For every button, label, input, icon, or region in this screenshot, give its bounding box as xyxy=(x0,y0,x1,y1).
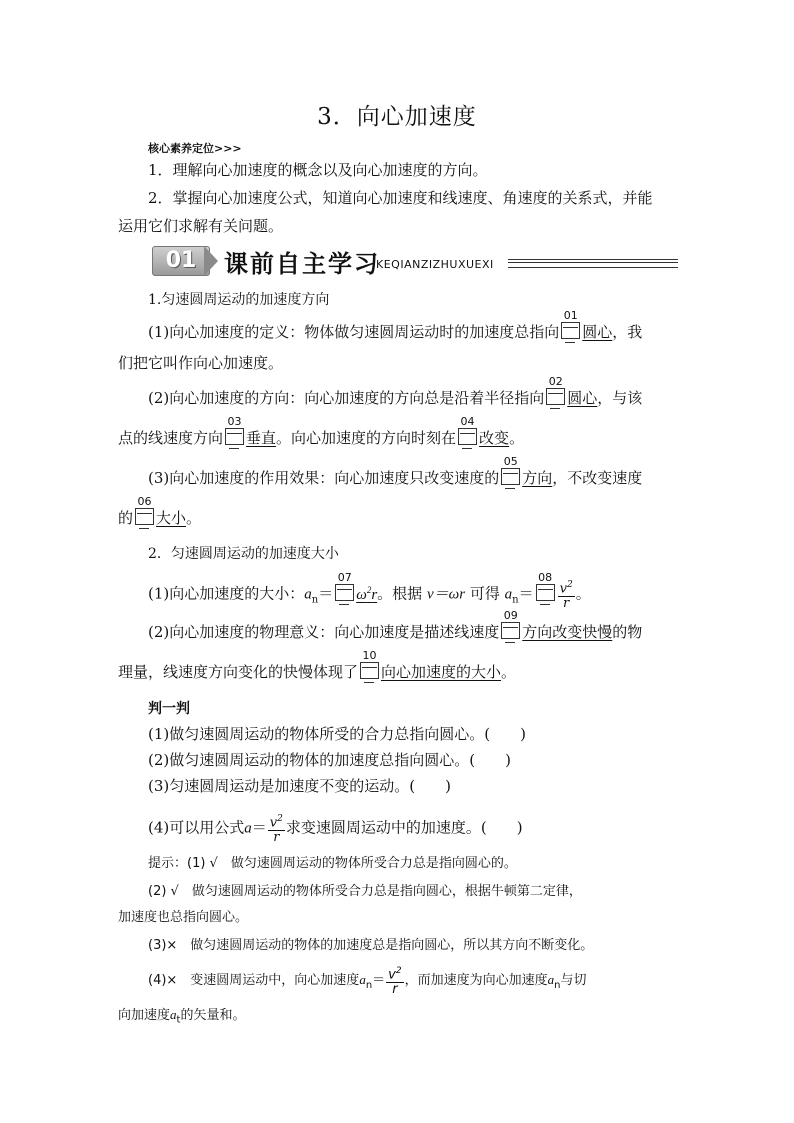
banner-arrow-icon xyxy=(204,246,218,276)
hint-1: 提示：(1) √ 做匀速圆周运动的物体所受合力总是指向圆心的。 xyxy=(148,856,517,871)
judge-item-1: (1)做匀速圆周运动的物体所受的合力总指向圆心。( ) xyxy=(148,725,526,743)
goal-1: 1．理解向心加速度的概念以及向心加速度的方向。 xyxy=(148,161,488,179)
hint-4-line1: (4)× 变速圆周运动中，向心加速度$a_n=$ $\frac{v^2}{r}$ ，而加速度为向心加速度$a_n$与切 xyxy=(148,966,587,998)
judge-item-3: (3)匀速圆周运动是加速度不变的运动。( ) xyxy=(148,777,451,795)
fraction-v2-r: $\frac{v^2}{r}$ xyxy=(559,580,573,612)
s1-p2-line2: 点的线速度方向 03 垂直。向心加速度的方向时刻在 04 改变。 xyxy=(118,415,525,447)
s2-p2-line1: (2)向心加速度的物理意义：向心加速度是描述线速度 09 方向改变快慢的物 xyxy=(148,609,643,641)
answer-marker: 05 xyxy=(501,468,520,485)
s2-p2-line2: 理量，线速度方向变化的快慢体现了 10 向心加速度的大小。 xyxy=(118,649,517,681)
judge-item-2: (2)做匀速圆周运动的物体的加速度总指向圆心。( ) xyxy=(148,751,511,769)
goal-2-cont: 运用它们求解有关问题。 xyxy=(118,217,284,235)
hint-4-line2: 向加速度$a_t$的矢量和。 xyxy=(118,1007,246,1026)
answer-marker: 04 xyxy=(458,428,477,445)
hint-2-line2: 加速度也总指向圆心。 xyxy=(118,910,249,925)
banner-rule xyxy=(508,259,678,268)
answer-marker: 09 xyxy=(501,622,520,639)
s2-p1: (1)向心加速度的大小：$a_n=$ 07 $\omega^2r$。根据 v＝ωr 可得 $a_n=$ 08 $\frac{v^2}{r}$ 。 xyxy=(148,570,591,612)
fraction-v2-r: $\frac{v^2}{r}$ xyxy=(269,814,283,846)
answer-marker: 08 xyxy=(536,584,555,601)
fraction-v2-r: $\frac{v^2}{r}$ xyxy=(388,966,402,998)
hint-2-line1: (2) √ 做匀速圆周运动的物体所受合力总是指向圆心，根据牛顿第二定律， xyxy=(148,884,582,899)
banner-title: 课前自主学习 xyxy=(224,250,380,278)
judge-item-4: (4)可以用公式a＝ $\frac{v^2}{r}$ 求变速圆周运动中的加速度。( ) xyxy=(148,814,523,846)
banner-number: 01 xyxy=(152,246,210,276)
answer-marker: 03 xyxy=(225,428,244,445)
answer-marker: 02 xyxy=(546,388,565,405)
goal-2: 2．掌握向心加速度公式，知道向心加速度和线速度、角速度的关系式，并能 xyxy=(148,189,653,207)
section1-heading: 1.匀速圆周运动的加速度方向 xyxy=(148,292,330,308)
s1-p3-line1: (3)向心加速度的作用效果：向心加速度只改变速度的 05 方向，不改变速度 xyxy=(148,455,643,487)
core-literacy-label: 核心素养定位>>> xyxy=(148,142,242,155)
s1-p3-line2: 的 06 大小。 xyxy=(118,495,202,527)
banner-pinyin: KEQIANZIZHUXUEXI xyxy=(376,258,494,271)
s1-p1-line2: 们把它叫作向心加速度。 xyxy=(118,354,284,372)
section2-heading: 2．匀速圆周运动的加速度大小 xyxy=(148,546,339,562)
section-banner xyxy=(152,244,678,276)
page-title: 3．向心加速度 xyxy=(317,104,477,130)
answer-marker: 10 xyxy=(360,662,379,679)
answer-marker: 06 xyxy=(135,508,154,525)
answer-marker: 01 xyxy=(561,322,580,339)
judge-heading: 判一判 xyxy=(148,701,190,717)
s1-p1-line1: (1)向心加速度的定义：物体做匀速圆周运动时的加速度总指向 01 圆心，我 xyxy=(148,309,643,341)
s1-p2-line1: (2)向心加速度的方向：向心加速度的方向总是沿着半径指向 02 圆心，与该 xyxy=(148,375,643,407)
answer-marker: 07 xyxy=(335,584,354,601)
hint-3: (3)× 做匀速圆周运动的物体的加速度总是指向圆心，所以其方向不断变化。 xyxy=(148,938,594,953)
